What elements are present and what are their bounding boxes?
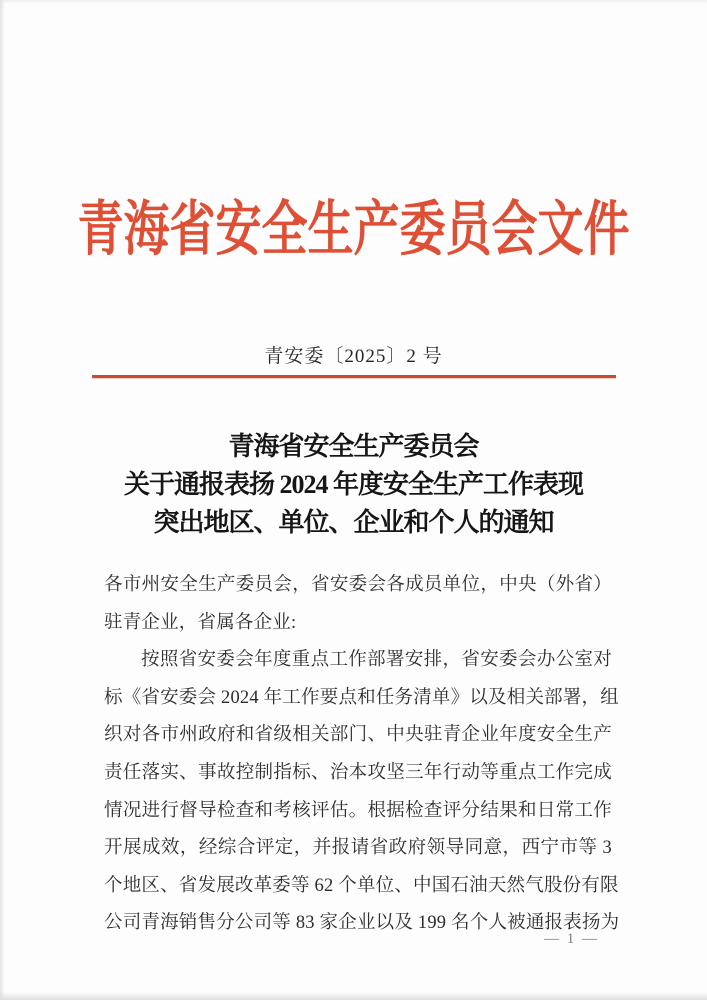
body-line: 情况进行督导检查和考核评估。根据检查评分结果和日常工作 — [104, 800, 612, 821]
document-number: 青安委〔2025〕2 号 — [264, 346, 443, 367]
document-body — [104, 567, 620, 943]
body-line: 公司青海销售分公司等 83 家企业以及 199 名个人被通报表扬为 — [104, 913, 620, 934]
body-line: 个地区、省发展改革委等 62 个单位、中国石油天然气股份有限 — [104, 875, 619, 896]
body-line: 责任落实、事故控制指标、治本攻坚三年行动等重点工作完成 — [104, 762, 612, 783]
body-line: 织对各市州政府和省级相关部门、中央驻青企业年度安全生产 — [104, 725, 612, 746]
body-line: 按照省安委会年度重点工作部署安排，省安委会办公室对 — [141, 650, 612, 671]
scan-edge-bottom — [0, 992, 707, 1000]
body-line: 驻青企业，省属各企业: — [104, 612, 297, 633]
red-divider-line — [92, 375, 616, 378]
body-line: 各市州安全生产委员会，省安委会各成员单位，中央（外省） — [104, 575, 612, 595]
document-title — [0, 428, 707, 542]
scan-edge-top — [0, 0, 707, 4]
body-line: 开展成效，经综合评定，并报请省政府领导同意，西宁市等 3 — [104, 838, 612, 859]
body-line: 标《省安委会 2024 年工作要点和任务清单》以及相关部署，组 — [104, 687, 619, 708]
document-title-line: 青海省安全生产委员会 — [228, 432, 479, 461]
document-title-line: 突出地区、单位、企业和个人的通知 — [153, 508, 554, 537]
document-header-title: 青海省安全生产委员会文件 — [77, 196, 630, 263]
page-number: — 1 — — [544, 931, 599, 947]
document-title-line: 关于通报表扬 2024 年度安全生产工作表现 — [123, 470, 583, 499]
